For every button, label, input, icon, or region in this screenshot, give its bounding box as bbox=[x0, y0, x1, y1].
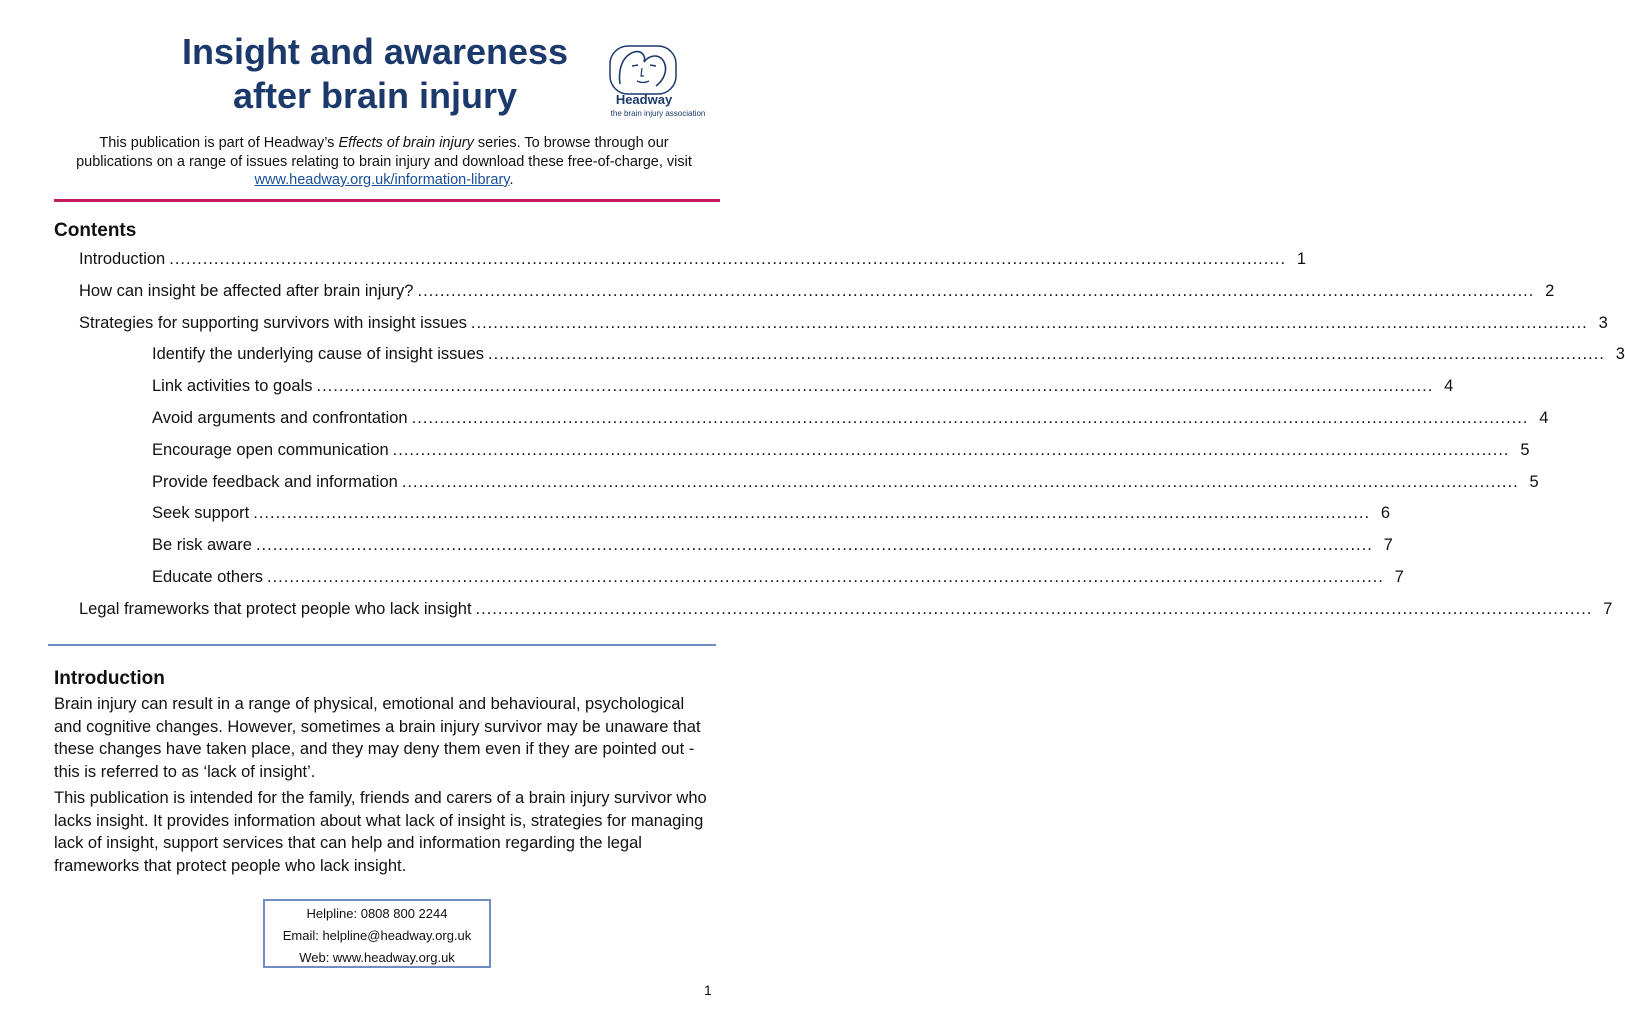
series-name: Effects of brain injury bbox=[338, 135, 474, 151]
toc-entry-page: 2 bbox=[1545, 281, 1555, 300]
toc-entry-page: 5 bbox=[1520, 440, 1530, 459]
toc-entry-label: Link activities to goals bbox=[152, 377, 313, 396]
introduction-paragraph-1: Brain injury can result in a range of physical, emotional and behavioural, psychological and cognitive changes. However, sometimes a brain injury survivor may be unaware that these changes have taken place, and they may deny them even if they are pointed out - this is referred to as ‘lack of insight’. bbox=[54, 695, 701, 781]
toc-dot-leader: ........................................................................................................................................................................................................ bbox=[267, 568, 1384, 586]
toc-entry bbox=[152, 343, 1625, 365]
logo-name: Headway bbox=[615, 92, 673, 107]
toc-entry-label: Seek support bbox=[152, 504, 250, 523]
information-library-link[interactable]: www.headway.org.uk/information-library bbox=[254, 172, 510, 188]
helpline-email: Email: helpline@headway.org.uk bbox=[282, 928, 472, 943]
toc-entry bbox=[152, 471, 1539, 493]
toc-entry bbox=[152, 375, 1454, 397]
contents-divider bbox=[48, 644, 716, 646]
toc-entry-page: 3 bbox=[1615, 345, 1625, 364]
toc-dot-leader: ........................................................................................................................................................................................................ bbox=[316, 377, 1434, 396]
toc-entry-label: Introduction bbox=[79, 250, 166, 268]
helpline-phone: Helpline: 0808 800 2244 bbox=[306, 906, 448, 921]
introduction-paragraph-2: This publication is intended for the family, friends and carers of a brain injury survivor who lacks insight. It provides information about what lack of insight is, strategies for managing lack of insight, support services that can help and information regarding the legal frameworks that protect people who lack insight. bbox=[54, 789, 707, 875]
toc-dot-leader: ........................................................................................................................................................................................................ bbox=[401, 472, 1519, 491]
series-note-suffix: series. To browse through our publications on a range of issues relating to brain injury and download these free-of-charge, visit bbox=[76, 135, 692, 170]
series-note-prefix: This publication is part of Headway’s bbox=[99, 135, 339, 151]
toc-entry bbox=[79, 312, 1608, 334]
toc-entry bbox=[79, 248, 1307, 270]
toc-dot-leader: ........................................................................................................................................................................................................ bbox=[253, 504, 1371, 523]
contents-heading: Contents bbox=[54, 220, 137, 241]
toc-dot-leader: ........................................................................................................................................................................................................ bbox=[411, 409, 1529, 427]
introduction-heading: Introduction bbox=[54, 668, 165, 689]
toc-entry-page: 7 bbox=[1394, 568, 1404, 586]
title-line-1: Insight and awareness bbox=[181, 31, 569, 72]
toc-dot-leader: ........................................................................................................................................................................................................ bbox=[470, 313, 1588, 332]
toc-entry bbox=[152, 439, 1530, 461]
toc-entry-label: Legal frameworks that protect people who lack insight bbox=[79, 599, 472, 618]
toc-entry-page: 4 bbox=[1539, 409, 1549, 427]
toc-entry bbox=[79, 598, 1613, 620]
toc-dot-leader: ........................................................................................................................................................................................................ bbox=[488, 345, 1605, 364]
toc-entry bbox=[152, 407, 1549, 429]
helpline-box bbox=[263, 899, 491, 968]
toc-entry-label: Provide feedback and information bbox=[152, 472, 398, 491]
toc-dot-leader: ........................................................................................................................................................................................................ bbox=[475, 599, 1593, 618]
toc-entry bbox=[152, 502, 1391, 524]
toc-entry-label: Identify the underlying cause of insight issues bbox=[152, 345, 485, 364]
toc-entry-page: 5 bbox=[1529, 472, 1539, 491]
toc-entry-label: Educate others bbox=[152, 568, 263, 586]
document-title bbox=[130, 30, 620, 118]
toc-entry bbox=[152, 534, 1393, 556]
logo-tagline: the brain injury association bbox=[610, 109, 706, 118]
toc-entry-label: Encourage open communication bbox=[152, 440, 389, 459]
helpline-web: Web: www.headway.org.uk bbox=[299, 950, 455, 965]
toc-entry-label: Strategies for supporting survivors with insight issues bbox=[79, 313, 467, 332]
page-number: 1 bbox=[704, 982, 712, 998]
toc-entry bbox=[152, 566, 1404, 588]
series-note-end: . bbox=[509, 172, 514, 188]
toc-entry-page: 7 bbox=[1603, 599, 1613, 618]
toc-entry bbox=[79, 280, 1555, 302]
toc-entry-page: 1 bbox=[1296, 250, 1307, 268]
toc-entry-page: 7 bbox=[1383, 536, 1393, 555]
toc-entry-page: 4 bbox=[1444, 377, 1454, 396]
toc-dot-leader: ........................................................................................................................................................................................................ bbox=[417, 281, 1535, 300]
series-note bbox=[60, 134, 708, 190]
toc-entry-label: Avoid arguments and confrontation bbox=[152, 409, 408, 427]
toc-entry-page: 3 bbox=[1598, 313, 1608, 332]
toc-entry-page: 6 bbox=[1380, 504, 1391, 523]
toc-dot-leader: ........................................................................................................................................................................................................ bbox=[255, 536, 1373, 555]
header-divider bbox=[54, 199, 720, 202]
toc-dot-leader: ........................................................................................................................................................................................................ bbox=[169, 250, 1287, 268]
toc-entry-label: Be risk aware bbox=[152, 536, 252, 555]
headway-logo bbox=[606, 44, 710, 124]
title-line-2: after brain injury bbox=[232, 75, 518, 116]
toc-entry-label: How can insight be affected after brain injury? bbox=[79, 281, 414, 300]
toc-dot-leader: ........................................................................................................................................................................................................ bbox=[392, 440, 1510, 459]
